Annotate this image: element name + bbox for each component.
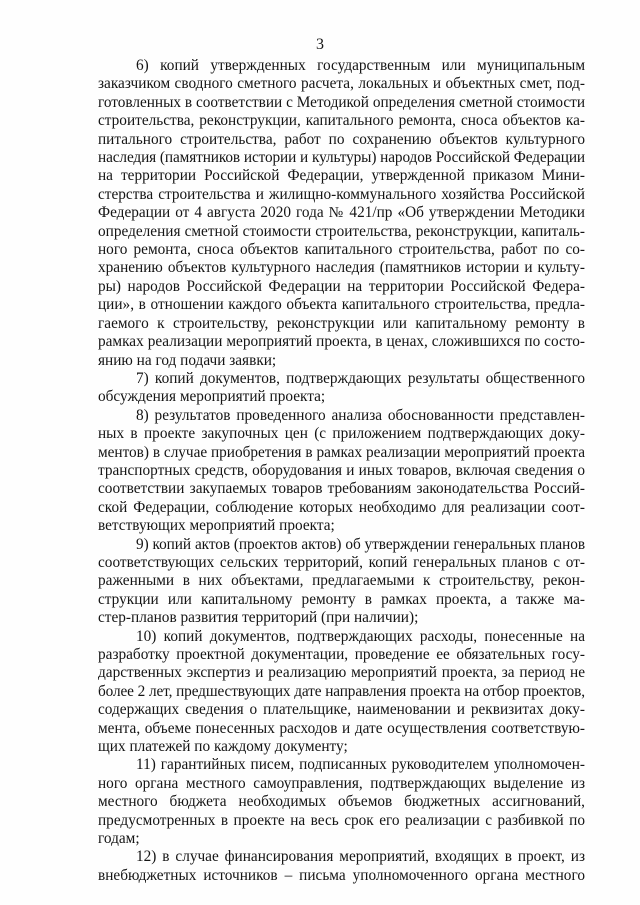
text-line: на территории Российской Федерации, утвержденной приказом Мини- (98, 167, 585, 185)
text-line: Федерации от 4 августа 2020 года № 421/пр «Об утверждении Методики (98, 204, 585, 222)
text-line: струкции или капитальному ремонту в рамках проекта, а также ма- (98, 590, 585, 608)
text-line: ветствующих мероприятий проекта; (98, 517, 335, 535)
text-line: мента, объеме понесенных расходов и дате осуществления соответствую- (98, 719, 585, 737)
text-line: годам; (98, 830, 140, 848)
text-line: 10) копий документов, подтверждающих расходы, понесенные на (136, 627, 585, 645)
text-line: наследия (памятников истории и культуры) народов Российской Федерации (98, 149, 585, 167)
paragraph-item-12 (98, 848, 585, 885)
text-line: стер-планов развития территорий (при наличии); (98, 609, 419, 627)
text-line: ской Федерации, соблюдение которых необходимо для реализации соот- (98, 498, 585, 516)
text-line: 6) копий утвержденных государственным или муниципальным (136, 57, 585, 74)
paragraph-item-8 (98, 407, 585, 536)
text-line: ры) народов Российской Федерации на территории Российской Федера- (98, 277, 585, 295)
text-line: гаемого к строительству, реконструкции или капитальному ремонту в (98, 314, 585, 332)
paragraph-item-7 (98, 370, 585, 407)
page-number: 3 (316, 36, 324, 53)
paragraph-item-9 (98, 536, 585, 628)
text-line: готовленных в соответствии с Методикой определения сметной стоимости (98, 93, 585, 111)
text-line: 12) в случае финансирования мероприятий, входящих в проект, из (136, 848, 585, 866)
text-line: соответствующих сельских территорий, копий генеральных планов с от- (98, 553, 585, 571)
text-line: строительства, реконструкции, капитального ремонта, сноса объектов ка- (98, 112, 585, 130)
text-line: раженными в них объектами, предлагаемыми к строительству, рекон- (98, 572, 585, 590)
paragraph-item-6 (98, 57, 585, 370)
text-line: ного органа местного самоуправления, подтверждающих выделение из (98, 774, 585, 792)
paragraph-item-11 (98, 756, 585, 848)
text-line: местного бюджета необходимых объемов бюджетных ассигнований, (98, 793, 585, 811)
text-line: соответствии закупаемых товаров требованиям законодательства Россий- (98, 480, 585, 498)
paragraph-item-10 (98, 628, 585, 757)
text-line: содержащих сведения о плательщике, наименовании и реквизитах доку- (98, 701, 585, 719)
text-line: более 2 лет, предшествующих дате направления проекта на отбор проектов, (98, 682, 585, 700)
text-line: транспортных средств, оборудования и иных товаров, включая сведения о (98, 461, 585, 479)
text-line: ментов) в случае приобретения в рамках реализации мероприятий проекта (98, 443, 585, 461)
text-line: рамках реализации мероприятий проекта, в ценах, сложившихся по состо- (98, 333, 585, 351)
text-line: 9) копий актов (проектов актов) об утверждении генеральных планов (136, 535, 585, 553)
text-line: янию на год подачи заявки; (98, 351, 277, 369)
document-body (98, 57, 585, 885)
text-line: 8) результатов проведенного анализа обоснованности представлен- (136, 406, 585, 424)
text-line: ного ремонта, сноса объектов капитального строительства, работ по со- (98, 241, 585, 259)
text-line: щих платежей по каждому документу; (98, 738, 348, 756)
text-line: хранению объектов культурного наследия (памятников истории и культу- (98, 259, 585, 277)
text-line: ции», в отношении каждого объекта капитального строительства, предла- (98, 296, 585, 314)
text-line: 11) гарантийных писем, подписанных руководителем уполномочен- (136, 756, 585, 774)
text-line: ных в проекте закупочных цен (с приложением подтверждающих доку- (98, 425, 585, 443)
text-line: заказчиком сводного сметного расчета, локальных и объектных смет, под- (98, 75, 585, 93)
text-line: питального строительства, работ по сохранению объектов культурного (98, 130, 585, 148)
text-line: 7) копий документов, подтверждающих результаты общественного (136, 369, 585, 387)
text-line: дарственных экспертиз и реализацию мероприятий проекта, за период не (98, 664, 585, 682)
text-line: разработку проектной документации, проведение ее обязательных госу- (98, 646, 585, 663)
text-line: определения сметной стоимости строительства, реконструкции, капиталь- (98, 222, 585, 240)
text-line: обсуждения мероприятий проекта; (98, 388, 326, 406)
text-line: предусмотренных в проекте на весь срок его реализации с разбивкой по (98, 811, 585, 829)
text-line: внебюджетных источников – письма уполномоченного органа местного (98, 866, 585, 884)
text-line: стерства строительства и жилищно-коммунального хозяйства Российской (98, 185, 585, 203)
